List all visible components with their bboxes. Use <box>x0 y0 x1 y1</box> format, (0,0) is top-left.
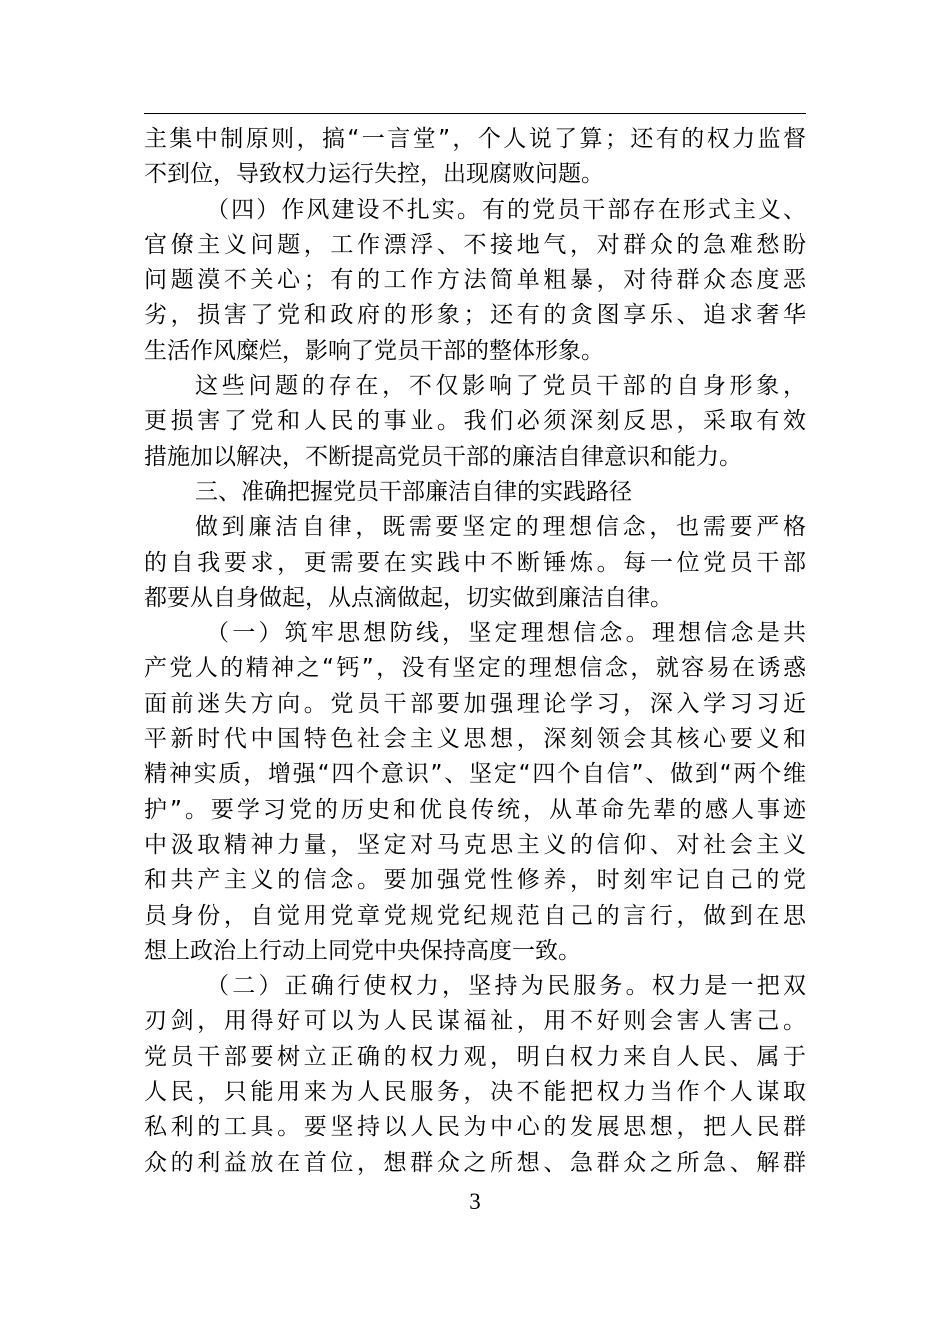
text-line: 员身份，自觉用党章党规党纪规范自己的言行，做到在思 <box>144 902 806 929</box>
text-line-paragraph-end: 生活作风糜烂，影响了党员干部的整体形象。 <box>144 337 604 364</box>
text-line-paragraph-end: 措施加以解决，不断提高党员干部的廉洁自律意识和能力。 <box>144 443 742 470</box>
section-heading-three: 三、准确把握党员干部廉洁自律的实践路径 <box>195 478 632 505</box>
text-line: 护”。要学习党的历史和优良传统，从革命先辈的感人事迹 <box>144 796 806 823</box>
text-line-paragraph-start: 做到廉洁自律，既需要坚定的理想信念，也需要严格 <box>195 514 806 541</box>
text-line: 刃剑，用得好可以为人民谋福祉，用不好则会害人害己。 <box>144 1008 806 1035</box>
text-line: 产党人的精神之“钙”，没有坚定的理想信念，就容易在诱惑 <box>144 655 806 682</box>
text-line: 官僚主义问题，工作漂浮、不接地气，对群众的急难愁盼 <box>144 231 806 258</box>
text-line: 众的利益放在首位，想群众之所想、急群众之所急、解群 <box>144 1149 806 1176</box>
text-line: 面前迷失方向。党员干部要加强理论学习，深入学习习近 <box>144 690 806 717</box>
text-line: 劣，损害了党和政府的形象；还有的贪图享乐、追求奢华 <box>144 302 806 329</box>
body-text <box>144 122 806 1181</box>
text-line-subsection-two-heading: （二）正确行使权力，坚持为民服务。权力是一把双 <box>206 973 806 1000</box>
page-number: 3 <box>469 1189 481 1214</box>
text-line: 党员干部要树立正确的权力观，明白权力来自人民、属于 <box>144 1043 806 1070</box>
text-line-paragraph-end: 想上政治上行动上同党中央保持高度一致。 <box>144 937 581 964</box>
text-line-paragraph-start: 这些问题的存在，不仅影响了党员干部的自身形象， <box>195 373 806 400</box>
text-line-continuation: 主集中制原则，搞“一言堂”，个人说了算；还有的权力监督 <box>144 126 806 152</box>
text-line: 私利的工具。要坚持以人民为中心的发展思想，把人民群 <box>144 1114 806 1141</box>
text-line: 平新时代中国特色社会主义思想，深刻领会其核心要义和 <box>144 726 806 753</box>
text-line-section-four-heading: （四）作风建设不扎实。有的党员干部存在形式主义、 <box>206 196 806 223</box>
header-rule <box>144 113 806 114</box>
text-line-paragraph-end: 不到位，导致权力运行失控，出现腐败问题。 <box>144 161 604 188</box>
text-line-paragraph-end: 都要从自身做起，从点滴做起，切实做到廉洁自律。 <box>144 584 673 611</box>
text-line: 中汲取精神力量，坚定对马克思主义的信仰、对社会主义 <box>144 831 806 858</box>
text-line: 和共产主义的信念。要加强党性修养，时刻牢记自己的党 <box>144 867 806 894</box>
text-line: 更损害了党和人民的事业。我们必须深刻反思，采取有效 <box>144 408 806 435</box>
text-line: 的自我要求，更需要在实践中不断锤炼。每一位党员干部 <box>144 549 806 576</box>
text-line: 问题漠不关心；有的工作方法简单粗暴，对待群众态度恶 <box>144 267 806 294</box>
text-line: 人民，只能用来为人民服务，决不能把权力当作个人谋取 <box>144 1079 806 1106</box>
text-line-subsection-one-heading: （一）筑牢思想防线，坚定理想信念。理想信念是共 <box>206 620 806 647</box>
text-line: 精神实质，增强“四个意识”、坚定“四个自信”、做到“两个维 <box>144 761 806 788</box>
